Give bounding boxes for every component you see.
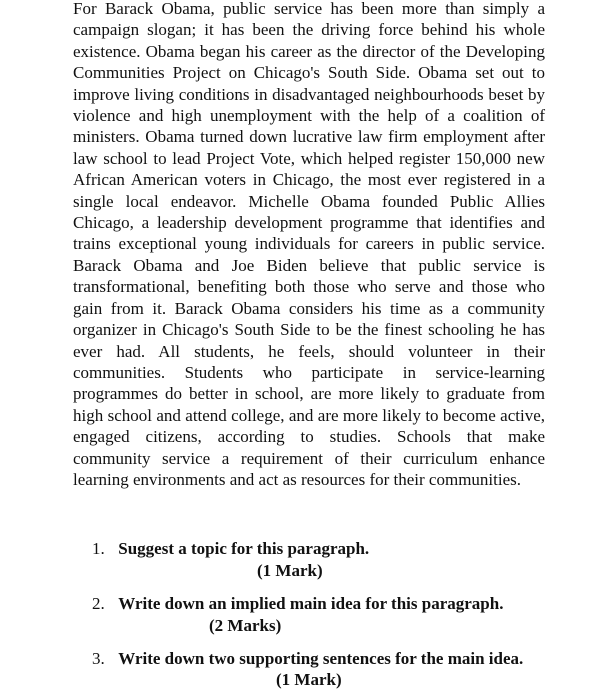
question-3 [92, 648, 547, 689]
question-marks: (2 Marks) [209, 616, 282, 635]
question-text: Suggest a topic for this paragraph. [118, 539, 370, 558]
question-text: Write down two supporting sentences for the main idea. [118, 649, 524, 668]
question-1 [92, 538, 547, 580]
question-number: 2. [92, 594, 105, 613]
question-text: Write down an implied main idea for this paragraph. [118, 594, 504, 613]
question-2 [92, 593, 547, 635]
question-marks: (1 Mark) [257, 561, 323, 580]
question-marks: (1 Mark) [276, 670, 342, 689]
question-number: 3. [92, 649, 105, 668]
question-number: 1. [92, 539, 105, 558]
passage-paragraph: For Barack Obama, public service has been more than simply a campaign slogan; it has been the driving force behind his whole existence. Obama began his career as the director of the Developing Communities Project on Chicago's South Side. Obama set out to improve living conditions in disadvantaged neighbourhoods beset by violence and high unemployment with the help of a coalition of ministers. Obama turned down lucrative law firm employment after law school to lead Project Vote, which helped register 150,000 new African American voters in Chicago, the most ever registered in a single local endeavor. Michelle Obama founded Public Allies Chicago, a leadership development programme that identifies and trains exceptional young individuals for careers in public service. Barack Obama and Joe Biden believe that public service is transformational, benefiting both those who serve and those who gain from it. Barack Obama considers his time as a community organizer in Chicago's South Side to be the finest schooling he has ever had. All students, he feels, should volunteer in their communities. Students who participate in service-learning programmes do better in school, are more likely to graduate from high school and attend college, and are more likely to become active, engaged citizens, according to studies. Schools that make community service a requirement of their curriculum enhance learning environments and act as resources for their communities. [73, 0, 545, 489]
